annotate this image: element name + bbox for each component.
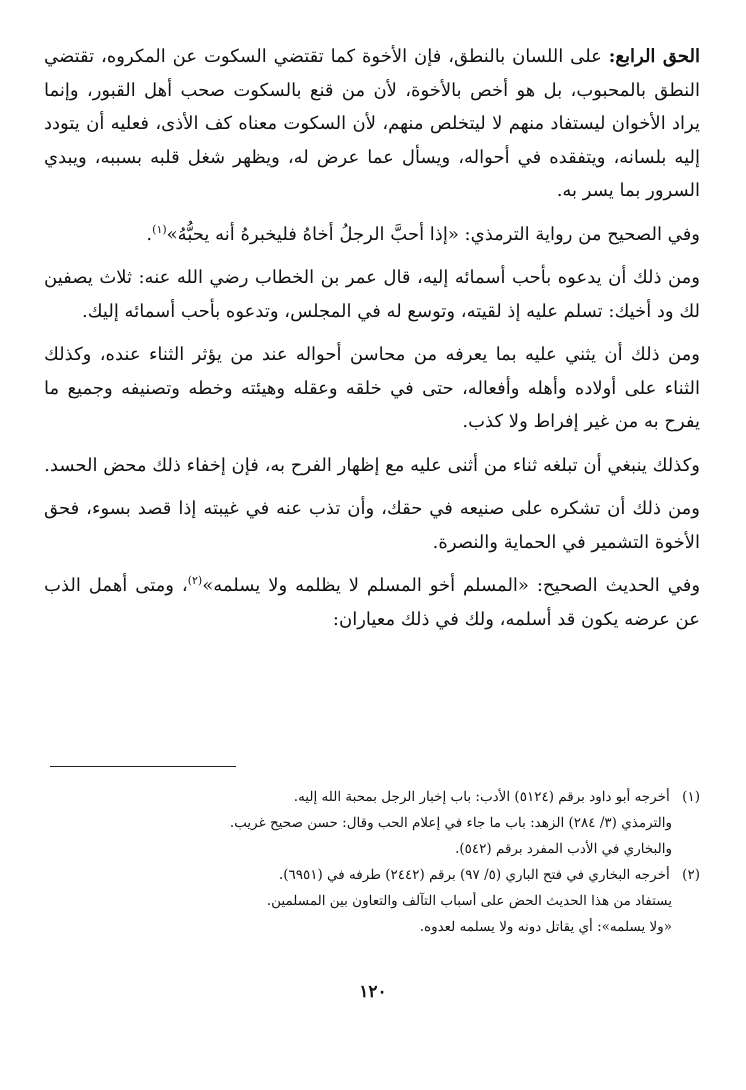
paragraph-text: على اللسان بالنطق، فإن الأخوة كما تقتضي السكوت عن المكروه، تقتضي النطق بالمحبوب، بل هو أخص بالأخوة، لأن من قنع بالسكوت صحب أهل القبور، وإنما يراد الأخوان ليستفاد منهم لا ليتخلص منهم، لأن السكوت معناه كف الأذى، فعليه أن يتودد إليه بلسانه، ويتفقده في أحواله، ويسأل عما عرض له، ويظهر شغل قلبه بسببه، ويبدي السرور بما يسر به. <box>44 46 700 201</box>
footnote-text: يستفاد من هذا الحديث الحض على أسباب التآلف والتعاون بين المسلمين. <box>266 893 672 909</box>
footnote-divider <box>50 766 236 767</box>
footnote-text: والبخاري في الأدب المفرد برقم (٥٤٢). <box>455 841 672 857</box>
paragraph-text: ومن ذلك أن يدعوه بأحب أسمائه إليه، قال عمر بن الخطاب رضي الله عنه: ثلاث يصفين لك ود أخيك: تسلم عليه إذ لقيته، وتوسع له في المجلس، وتدعوه بأحب أسمائه إليك. <box>44 267 700 322</box>
paragraph-text: وفي الحديث الصحيح: «المسلم أخو المسلم لا يظلمه ولا يسلمه» <box>202 575 701 596</box>
footnote-line <box>60 836 700 862</box>
footnote-text: «ولا يسلمه»: أي يقاتل دونه ولا يسلمه لعدوه. <box>419 919 672 935</box>
footnote-line <box>60 914 700 940</box>
footnote-number: (١) <box>682 789 700 805</box>
paragraph <box>44 569 700 636</box>
paragraph <box>44 338 700 439</box>
footnote-line <box>60 888 700 914</box>
paragraph <box>44 492 700 559</box>
paragraph <box>44 449 700 483</box>
paragraph <box>44 218 700 252</box>
paragraph-tail: . <box>146 223 153 245</box>
paragraph <box>44 261 700 328</box>
footnote-text: أخرجه البخاري في فتح الباري (٥/ ٩٧) برقم (٢٤٤٢) طرفه في (٦٩٥١). <box>278 867 670 883</box>
paragraph-text: وكذلك ينبغي أن تبلغه ثناء من أثنى عليه مع إظهار الفرح به، فإن إخفاء ذلك محض الحسد. <box>44 454 700 476</box>
footnotes <box>60 784 700 940</box>
footnote-number: (٢) <box>682 867 700 883</box>
footnote-line <box>60 784 700 810</box>
footnote-text: والترمذي (٣/ ٢٨٤) الزهد: باب ما جاء في إعلام الحب وقال: حسن صحيح غريب. <box>229 815 672 831</box>
paragraph-text: ومن ذلك أن يثني عليه بما يعرفه من محاسن أحواله عند من يؤثر الثناء عنده، وكذلك الثناء على أولاده وأهله وأفعاله، حتى في خلقه وعقله وهيئته وخطه وتصنيفه وجميع ما يفرح به من غير إفراط ولا كذب. <box>44 344 700 432</box>
paragraph <box>44 40 700 208</box>
paragraph-heading: الحق الرابع: <box>608 46 700 67</box>
main-text <box>44 40 700 646</box>
page-number: ١٢٠ <box>359 982 387 1002</box>
paragraph-text: ومن ذلك أن تشكره على صنيعه في حقك، وأن تذب عنه في غيبته إذا قصد بسوء، فحق الأخوة التشمير في الحماية والنصرة. <box>44 498 700 553</box>
paragraph-tail: ، ومتى أهمل الذب عن عرضه يكون قد أسلمه، ولك في ذلك معياران: <box>44 575 700 630</box>
footnote-line <box>60 810 700 836</box>
paragraph-text: وفي الصحيح من رواية الترمذي: «إذا أحبَّ الرجلُ أخاهُ فليخبرهُ أنه يحبُّهُ» <box>166 223 700 245</box>
footnote-line <box>60 862 700 888</box>
footnote-text: أخرجه أبو داود برقم (٥١٢٤) الأدب: باب إخبار الرجل بمحبة الله إليه. <box>293 789 670 805</box>
footnote-ref: (١) <box>152 222 167 236</box>
footnote-ref: (٢) <box>187 574 203 587</box>
